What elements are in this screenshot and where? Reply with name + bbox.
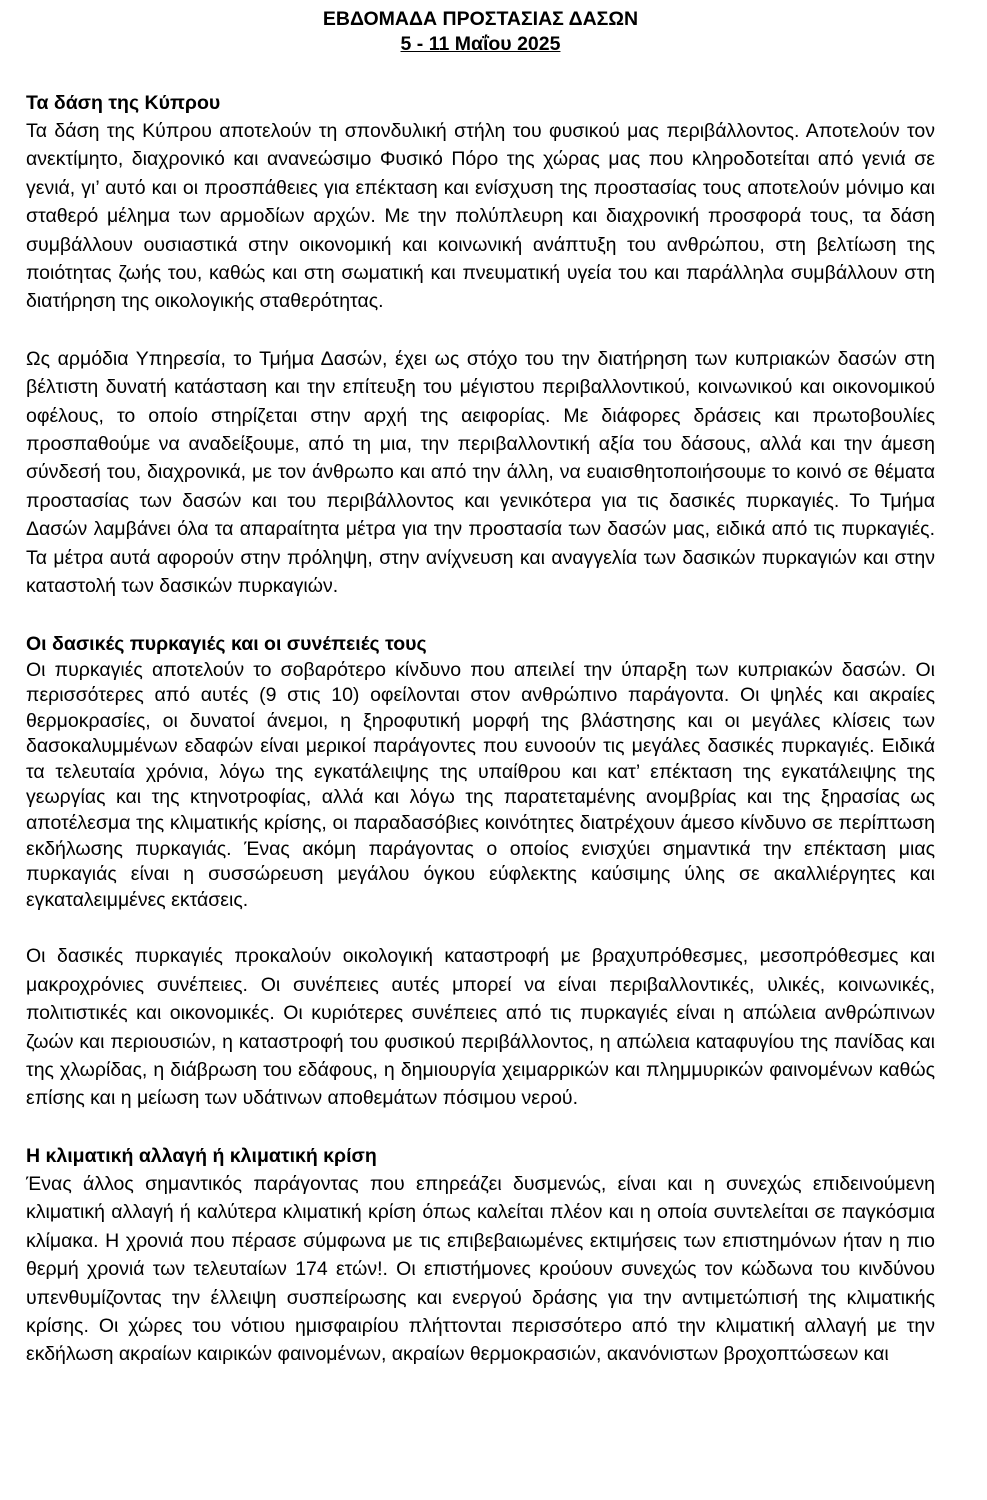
section-spacer: [26, 1113, 935, 1142]
section-spacer: [26, 601, 935, 630]
document-title: ΕΒΔΟΜΑΔΑ ΠΡΟΣΤΑΣΙΑΣ ΔΑΣΩΝ: [322, 8, 639, 30]
document-dates: 5 - 11 Μαΐου 2025: [400, 33, 561, 55]
paragraph-climate-crisis: Ένας άλλος σημαντικός παράγοντας που επηρεάζει δυσμενώς, είναι και η συνεχώς επιδεινούμενη κλιματική αλλαγή ή καλύτερα κλιματική κρίση όπως καλείται πλέον και η οποία συντελείται σε παγκόσμια κλίμακα. Η χρονιά που πέρασε σύμφωνα με τις επιβεβαιωμένες εκτιμήσεις των επιστημόνων ήταν η πιο θερμή χρονιά των τελευταίων 174 ετών!. Οι επιστήμονες κρούουν συνεχώς τον κώδωνα του κινδύνου υπενθυμίζοντας την έλλειψη συσπείρωσης και ενεργού δράσης για την αντιμετώπισή της κλιματικής κρίσης. Οι χώρες του νότιου ημισφαιρίου πλήττονται περισσότερο από την κλιματική αλλαγή με την εκδήλωση ακραίων καιρικών φαινομένων, ακραίων θερμοκρασιών, ακανόνιστων βροχοπτώσεων και: [26, 1172, 935, 1366]
paragraph-forestry-department: Ως αρμόδια Υπηρεσία, το Τμήμα Δασών, έχει ως στόχο του την διατήρηση των κυπριακών δασών στη βέλτιστη δυνατή κατάσταση και την επίτευξη του μέγιστου περιβαλλοντικού, κοινωνικού και οικονομικού οφέλους, το οποίο στηρίζεται στην αρχή της αειφορίας. Με διάφορες δράσεις και πρωτοβουλίες προσπαθούμε να αναδείξουμε, από τη μια, την περιβαλλοντική αξία του δάσους, αλλά και την άμεση σύνδεσή του, διαχρονικά, με τον άνθρωπο και από την άλλη, να ευαισθητοποιήσουμε το κοινό σε θέματα προστασίας των δασών και του περιβάλλοντος και γενικότερα για τις δασικές πυρκαγιές. Το Τμήμα Δασών λαμβάνει όλα τα απαραίτητα μέτρα για την προστασία των δασών μας, ειδικά από τις πυρκαγιές. Τα μέτρα αυτά αφορούν στην πρόληψη, στην ανίχνευση και αναγγελία των δασικών πυρκαγιών και στην καταστολή των δασικών πυρκαγιών.: [26, 347, 935, 598]
section-heading-climate-change: Η κλιματική αλλαγή ή κλιματική κρίση: [26, 1144, 377, 1167]
paragraph-forests-intro: Τα δάση της Κύπρου αποτελούν τη σπονδυλική στήλη του φυσικού μας περιβάλλοντος. Αποτελούν τον ανεκτίμητο, διαχρονικό και ανανεώσιμο Φυσικό Πόρο της χώρας μας που κληροδοτείται από γενιά σε γενιά, γι’ αυτό και οι προσπάθειες για επέκταση και ενίσχυση της προστασίας τους αποτελούν μόνιμο και σταθερό μέλημα των αρμοδίων αρχών. Με την πολύπλευρη και διαχρονική προσφορά τους, τα δάση συμβάλλουν ουσιαστικά στην οικονομική και κοινωνική ανάπτυξη του ανθρώπου, στη βελτίωση της ποιότητας ζωής του, καθώς και στη σωματική και πνευματική υγεία του και παράλληλα συμβάλλουν στη διατήρηση της οικολογικής σταθερότητας.: [26, 120, 935, 313]
section-heading-forest-fires: Οι δασικές πυρκαγιές και οι συνέπειές τους: [26, 632, 427, 655]
paragraph-spacer: [26, 913, 935, 942]
paragraph-spacer: [26, 316, 935, 345]
paragraph-fire-causes: Οι πυρκαγιές αποτελούν το σοβαρότερο κίνδυνο που απειλεί την ύπαρξη των κυπριακών δασών. Οι περισσότερες από αυτές (9 στις 10) οφείλονται στον ανθρώπινο παράγοντα. Οι ψηλές και ακραίες θερμοκρασίες, οι δυνατοί άνεμοι, η ξηροφυτική μορφή της βλάστησης και οι μεγάλες κλίσεις των δασοκαλυμμένων εδαφών είναι μερικοί παράγοντες που ευνοούν τις μεγάλες δασικές πυρκαγιές. Ειδικά τα τελευταία χρόνια, λόγω της εγκατάλειψης της υπαίθρου και κατ’ επέκταση της εγκατάλειψης της γεωργίας και της κτηνοτροφίας, αλλά και λόγω της παρατεταμένης ανομβρίας και της ξηρασίας ως αποτέλεσμα της κλιματικής κρίσης, οι παραδασόβιες κοινότητες διατρέχουν άμεσο κίνδυνο σε περίπτωση εκδήλωσης πυρκαγιάς. Ένας ακόμη παράγοντας ο οποίος ενισχύει σημαντικά την επέκταση μιας πυρκαγιάς είναι η συσσώρευση μεγάλου όγκου εύφλεκτης καύσιμης ύλης σε ακαλλιέργητες και εγκαταλειμμένες εκτάσεις.: [26, 658, 935, 911]
document-page: [26, 6, 935, 1369]
section-heading-forests-of-cyprus: Τα δάση της Κύπρου: [26, 92, 221, 114]
paragraph-fire-consequences: Οι δασικές πυρκαγιές προκαλούν οικολογική καταστροφή με βραχυπρόθεσμες, μεσοπρόθεσμες και μακροχρόνιες συνέπειες. Οι συνέπειες αυτές μπορεί να είναι περιβαλλοντικές, υλικές, κοινωνικές, πολιτιστικές και οικονομικές. Οι κυριότερες συνέπειες από τις πυρκαγιές είναι η απώλεια ανθρώπινων ζωών και περιουσιών, η καταστροφή του φυσικού περιβάλλοντος, η απώλεια καταφυγίου της πανίδας και της χλωρίδας, η διάβρωση του εδάφους, η δημιουργία χειμαρρικών και πλημμυρικών φαινομένων καθώς επίσης και η μείωση των υδάτινων αποθεμάτων πόσιμου νερού.: [26, 945, 935, 1110]
